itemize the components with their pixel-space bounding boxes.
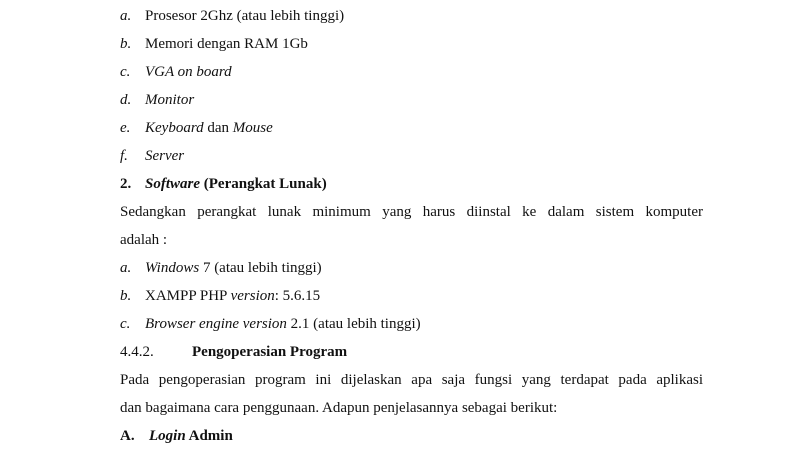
section-heading <box>0 175 800 193</box>
list-item-plain: dan <box>203 120 233 136</box>
list-item-text: Memori dengan RAM 1Gb <box>145 36 308 52</box>
list-marker: a. <box>120 260 132 276</box>
list-item-italic: Windows <box>145 260 200 276</box>
list-item-text <box>145 315 421 333</box>
paragraph-text: Sedangkan perangkat lunak minimum yang harus diinstal ke dalam sistem komputer <box>120 204 703 220</box>
list-item-text: Prosesor 2Ghz (atau lebih tinggi) <box>145 8 345 24</box>
paragraph-text: dan bagaimana cara penggunaan. Adapun penjelasannya sebagai berikut: <box>120 400 558 416</box>
heading-title-rest: (Perangkat Lunak) <box>200 176 327 192</box>
list-item <box>0 259 800 277</box>
list-item <box>0 287 800 305</box>
list-marker: b. <box>120 288 132 304</box>
paragraph-line <box>0 231 800 249</box>
list-item <box>0 35 800 53</box>
subsection-heading <box>0 343 800 361</box>
heading-title-italic: Software <box>145 176 201 192</box>
list-item-text: Server <box>145 148 185 164</box>
list-item-plain: XAMPP PHP <box>145 288 231 304</box>
heading-title-italic: Login <box>149 428 186 444</box>
list-marker: d. <box>120 92 132 108</box>
list-marker: b. <box>120 36 132 52</box>
heading-letter: A. <box>120 428 135 444</box>
list-item-plain: 7 (atau lebih tinggi) <box>199 260 322 276</box>
list-marker: a. <box>120 8 132 24</box>
list-marker: f. <box>120 148 128 164</box>
list-item <box>0 7 800 25</box>
list-item-text: VGA on board <box>145 64 232 80</box>
login-heading <box>0 427 800 445</box>
list-item-text <box>145 287 320 305</box>
paragraph-line <box>0 371 800 389</box>
list-item <box>0 147 800 165</box>
paragraph-text: adalah : <box>120 232 168 248</box>
heading-title <box>145 175 327 193</box>
list-item-italic: Browser engine version <box>145 316 287 332</box>
heading-title-rest: Admin <box>185 428 233 444</box>
list-item <box>0 91 800 109</box>
heading-number: 2. <box>120 176 132 192</box>
list-item-italic: Keyboard <box>145 120 204 136</box>
list-marker: e. <box>120 120 131 136</box>
paragraph-line <box>0 203 800 221</box>
heading-title <box>149 427 233 445</box>
list-item-text: Monitor <box>145 92 195 108</box>
list-item-plain: : 5.6.15 <box>274 288 321 304</box>
subsection-title: Pengoperasian Program <box>192 344 348 360</box>
paragraph-text: Pada pengoperasian program ini dijelaskan apa saja fungsi yang terdapat pada aplikasi <box>120 372 703 388</box>
list-marker: c. <box>120 316 131 332</box>
list-item-italic: version <box>230 288 275 304</box>
list-item <box>0 119 800 137</box>
list-item <box>0 315 800 333</box>
paragraph-line <box>0 399 800 417</box>
list-marker: c. <box>120 64 131 80</box>
list-item-text <box>145 259 322 277</box>
list-item-italic: Mouse <box>232 120 273 136</box>
list-item <box>0 63 800 81</box>
subsection-number: 4.4.2. <box>120 344 154 360</box>
list-item-plain: 2.1 (atau lebih tinggi) <box>286 316 421 332</box>
list-item-text <box>145 119 273 137</box>
